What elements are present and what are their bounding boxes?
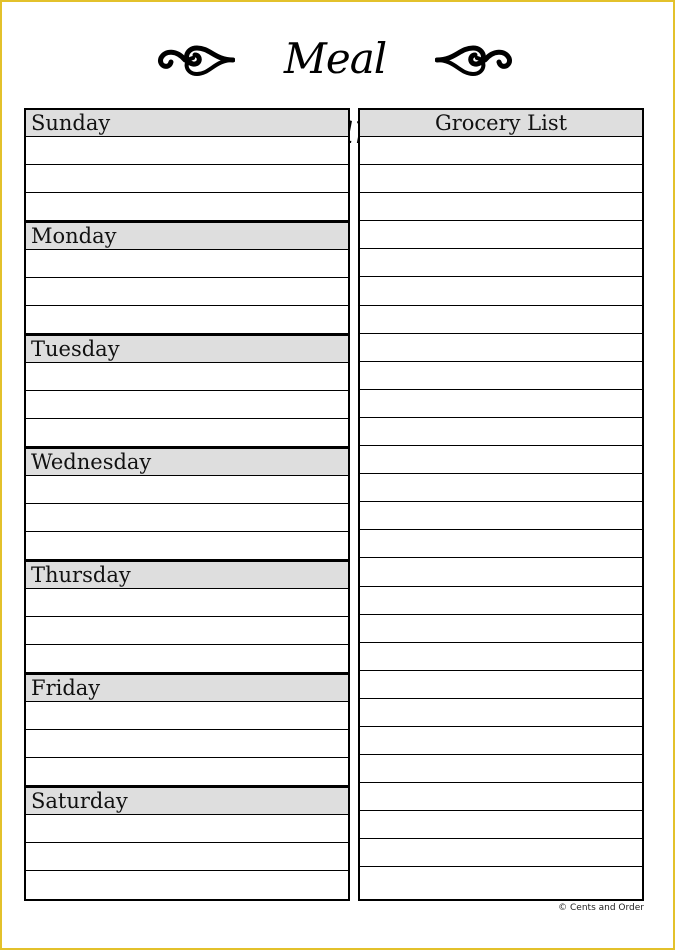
day-heading: Tuesday (26, 336, 348, 363)
grocery-entry-line[interactable] (360, 839, 642, 867)
grocery-entry-line[interactable] (360, 446, 642, 474)
grocery-entry-line[interactable] (360, 558, 642, 586)
grocery-entry-line[interactable] (360, 277, 642, 305)
copyright-credit: © Cents and Order (558, 903, 644, 913)
day-heading: Friday (26, 675, 348, 702)
grocery-entry-line[interactable] (360, 137, 642, 165)
meal-entry-line[interactable] (26, 278, 348, 306)
day-section-thursday (26, 560, 348, 673)
grocery-entry-line[interactable] (360, 755, 642, 783)
grocery-entry-line[interactable] (360, 699, 642, 727)
grocery-entry-line[interactable] (360, 306, 642, 334)
grocery-list (358, 108, 644, 901)
day-section-sunday (26, 110, 348, 221)
meal-entry-line[interactable] (26, 730, 348, 758)
day-section-monday (26, 221, 348, 334)
grocery-entry-line[interactable] (360, 221, 642, 249)
flourish-left-icon (155, 40, 235, 80)
grocery-entry-line[interactable] (360, 643, 642, 671)
grocery-entry-line[interactable] (360, 502, 642, 530)
meal-entry-line[interactable] (26, 363, 348, 391)
grocery-entry-line[interactable] (360, 474, 642, 502)
page-header (0, 24, 675, 94)
meal-entry-line[interactable] (26, 193, 348, 221)
grocery-entry-line[interactable] (360, 362, 642, 390)
grocery-entry-line[interactable] (360, 671, 642, 699)
meal-entry-line[interactable] (26, 306, 348, 334)
day-heading: Sunday (26, 110, 348, 137)
grocery-entry-line[interactable] (360, 811, 642, 839)
meal-entry-line[interactable] (26, 645, 348, 673)
day-section-tuesday (26, 334, 348, 447)
meal-entry-line[interactable] (26, 476, 348, 504)
grocery-lines (360, 137, 642, 896)
grocery-entry-line[interactable] (360, 193, 642, 221)
grocery-entry-line[interactable] (360, 727, 642, 755)
meal-entry-line[interactable] (26, 815, 348, 843)
meal-entry-line[interactable] (26, 504, 348, 532)
grocery-entry-line[interactable] (360, 165, 642, 193)
meal-entry-line[interactable] (26, 419, 348, 447)
day-heading: Saturday (26, 788, 348, 815)
meal-entry-line[interactable] (26, 250, 348, 278)
grocery-entry-line[interactable] (360, 867, 642, 895)
meal-entry-line[interactable] (26, 843, 348, 871)
day-section-friday (26, 673, 348, 786)
day-section-wednesday (26, 447, 348, 560)
meal-entry-line[interactable] (26, 758, 348, 786)
grocery-entry-line[interactable] (360, 530, 642, 558)
day-heading: Monday (26, 223, 348, 250)
meal-entry-line[interactable] (26, 532, 348, 560)
grocery-entry-line[interactable] (360, 587, 642, 615)
meal-entry-line[interactable] (26, 871, 348, 899)
grocery-entry-line[interactable] (360, 334, 642, 362)
grocery-entry-line[interactable] (360, 418, 642, 446)
meal-plan-days (24, 108, 350, 901)
grocery-entry-line[interactable] (360, 615, 642, 643)
grocery-entry-line[interactable] (360, 783, 642, 811)
meal-entry-line[interactable] (26, 165, 348, 193)
meal-entry-line[interactable] (26, 702, 348, 730)
day-section-saturday (26, 786, 348, 899)
meal-entry-line[interactable] (26, 391, 348, 419)
page-title: Meal (283, 34, 387, 83)
grocery-entry-line[interactable] (360, 249, 642, 277)
meal-entry-line[interactable] (26, 589, 348, 617)
day-heading: Wednesday (26, 449, 348, 476)
day-heading: Thursday (26, 562, 348, 589)
meal-entry-line[interactable] (26, 137, 348, 165)
meal-entry-line[interactable] (26, 617, 348, 645)
flourish-right-icon (435, 40, 515, 80)
grocery-entry-line[interactable] (360, 390, 642, 418)
grocery-list-heading: Grocery List (360, 110, 642, 137)
